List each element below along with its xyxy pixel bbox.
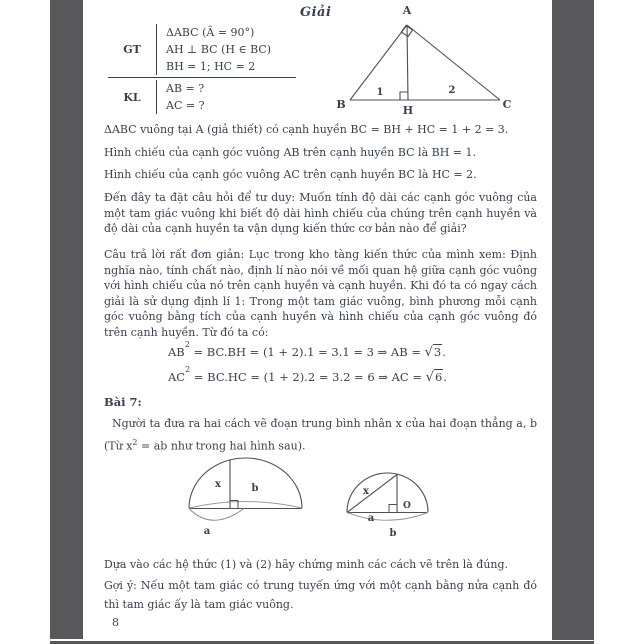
paragraph: Câu trả lời rất đơn giản: Lục trong kho tàng kiến thức của mình xem: Định nghĩa nào, tính chất nào, định lí nào nói về mối quan hệ giữa cạnh góc vuông với hình chiếu của nó trên cạnh huyền và cạnh huyền. Khi đó ta có ngay cách giải là sử dụng định lí 1: Trong một tam giác vuông, bình phương mỗi cạnh góc vuông bằng tích của cạnh huyền và hình chiếu của cạnh góc vuông đó trên cạnh huyền. Từ đó ta có: [104, 248, 537, 339]
fig2-semicircle [347, 473, 428, 512]
formula-ab [168, 340, 446, 360]
fig2-a-label: a [367, 513, 375, 524]
fig1-b-label: b [251, 483, 259, 494]
formula-exponent: 2 [185, 365, 191, 374]
fig2-x-label: x [363, 486, 369, 497]
formula-body: = BC.BH = (1 + 2).1 = 3.1 = 3 ⇒ AB = [189, 344, 425, 359]
gt-line: ΔABC (Â = 90°) [166, 26, 255, 39]
exercise-heading: Bài 7: [104, 395, 142, 409]
formula-ac [168, 365, 447, 385]
right-angle-mark-h [400, 92, 408, 100]
solution-heading: Giải [300, 5, 332, 20]
formula-period: . [443, 369, 447, 384]
exercise-exponent: 2 [132, 438, 138, 447]
kl-line: AC = ? [166, 99, 205, 112]
gt-kl-table [108, 24, 296, 114]
fig2-o-label: O [403, 501, 411, 511]
paragraph: Hình chiếu của cạnh góc vuông AB trên cạnh huyền BC là BH = 1. [104, 146, 477, 159]
right-triangle-diagram [330, 2, 520, 116]
page-edge-right [552, 0, 594, 640]
gt-line: AH ⊥ BC (H ∈ BC) [166, 43, 272, 56]
page-edge-left [50, 0, 83, 639]
fig1-rim-arc [189, 502, 302, 509]
radicand: 6 [434, 369, 443, 384]
fig1-small-arc-a [189, 509, 244, 521]
kl-content [156, 80, 296, 114]
fig2-rim-arc-b [347, 513, 428, 521]
exercise-text: Người ta đưa ra hai cách vẽ đoạn trung bình nhân x của hai đoạn thẳng a, b (Từ x [104, 417, 537, 453]
fig1-a-label: a [203, 526, 211, 537]
formula-period: . [442, 344, 446, 359]
geometric-mean-figures [150, 450, 470, 555]
gt-row [108, 24, 296, 78]
foot-h-label: H [402, 104, 414, 117]
fig1-x-label: x [215, 479, 221, 490]
radical-sign: √ [425, 369, 434, 385]
gt-label: GT [123, 43, 141, 56]
fig2-b-label: b [389, 528, 397, 539]
vertex-b-label: B [336, 98, 346, 111]
radical-sign: √ [424, 344, 433, 360]
segment-bh-label: 1 [376, 87, 384, 98]
gt-content [156, 24, 296, 75]
hint-text: Gợi ý: Nếu một tam giác có trung tuyến ứng với một cạnh bằng nửa cạnh đó thì tam giác ấy là tam giác vuông. [104, 579, 537, 611]
vertex-c-label: C [502, 98, 512, 111]
formula-exponent: 2 [184, 340, 190, 349]
closing-statement: Dựa vào các hệ thức (1) và (2) hãy chứng minh các cách vẽ trên là đúng. [104, 558, 509, 571]
fig1-semicircle [189, 458, 302, 508]
kl-label: KL [123, 90, 141, 104]
radicand: 3 [433, 344, 442, 359]
vertex-a-label: A [402, 4, 412, 17]
fig2-right-angle-mark [389, 505, 397, 513]
formula-base: AC [168, 369, 186, 384]
formula-base: AB [168, 344, 185, 359]
exercise-text: = ab như trong hai hình sau). [137, 439, 306, 453]
gt-line: BH = 1; HC = 2 [166, 60, 256, 73]
square-root [425, 345, 443, 359]
segment-hc-label: 2 [448, 85, 456, 96]
paragraph: ΔABC vuông tại A (giả thiết) có cạnh huyền BC = BH + HC = 1 + 2 = 3. [104, 123, 509, 136]
kl-row [108, 78, 296, 114]
square-root [426, 370, 444, 384]
formula-body: = BC.HC = (1 + 2).2 = 3.2 = 6 ⇒ AC = [190, 369, 426, 384]
page-number: 8 [112, 616, 119, 629]
paragraph: Đến đây ta đặt câu hỏi để tư duy: Muốn tính độ dài các cạnh góc vuông của một tam giác vuông khi biết độ dài hình chiếu của chúng trên cạnh huyền và độ dài của cạnh huyền ta vận dụng kiến thức cơ bản nào để giải? [104, 191, 537, 236]
kl-line: AB = ? [166, 82, 205, 95]
paragraph: Hình chiếu của cạnh góc vuông AC trên cạnh huyền BC là HC = 2. [104, 168, 477, 181]
